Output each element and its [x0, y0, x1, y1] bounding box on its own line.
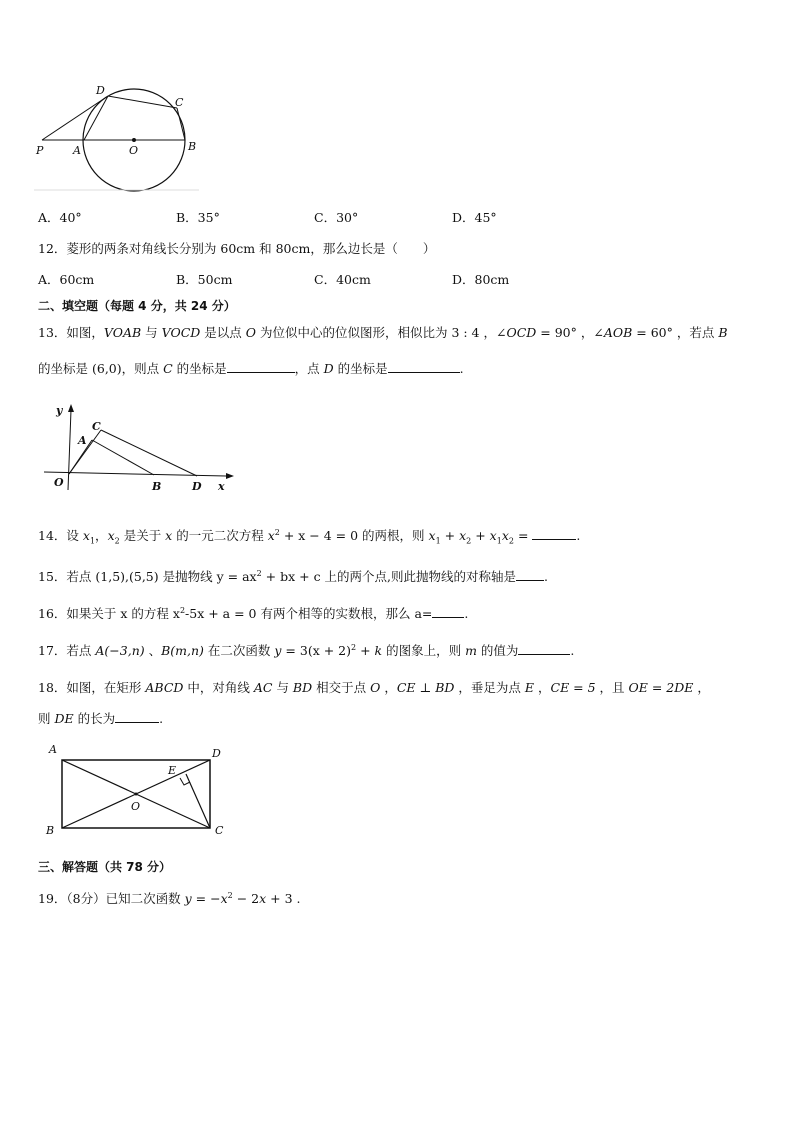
q13-y-axis — [68, 410, 71, 490]
q18-answer-blank[interactable] — [115, 710, 159, 723]
q18-label-a: A — [49, 743, 57, 756]
q11-option-c: C．30° — [314, 210, 359, 225]
q17-answer-blank[interactable] — [518, 642, 570, 655]
q15-answer-blank[interactable] — [516, 568, 544, 581]
q13-label-b: B — [152, 480, 162, 493]
q18-line-1: 18．如图，在矩形 ABCD 中，对角线 AC 与 BD 相交于点 O ，CE ⊥ BD ，垂足为点 E ，CE = 5 ，且 OE = 2DE ， — [38, 680, 710, 695]
q14-answer-blank[interactable] — [532, 527, 576, 540]
q18-line-2: 则 DE 的长为 . — [38, 711, 164, 726]
q13-label-y: y — [56, 404, 63, 417]
q18-figure — [40, 740, 240, 842]
q13-y-axis-arrow — [68, 404, 74, 412]
q18-label-e: E — [168, 764, 177, 777]
q13-segment-ab — [92, 440, 154, 475]
q12-stem: 12．菱形的两条对角线长分别为 60cm 和 80cm，那么边长是（ ） — [38, 241, 436, 256]
q17-line: 17．若点 A(−3,n) 、B(m,n) 在二次函数 $y = 3(x + 2)^2 + k$ 的图象上，则 m 的值为 . — [38, 642, 575, 658]
q13-answer-blank-d[interactable] — [388, 360, 460, 373]
q11-label-b: B — [188, 140, 197, 153]
q13-label-c: C — [92, 420, 101, 433]
q11-label-c: C — [175, 96, 184, 109]
q18-label-d: D — [212, 747, 221, 760]
q12-option-b: B．50cm — [176, 272, 233, 287]
q16-line: 16．如果关于 x 的方程 $x^2-5x + a = 0$ 有两个相等的实数根，那么 a= . — [38, 605, 469, 621]
q13-figure — [40, 402, 236, 494]
q12-option-c: C．40cm — [314, 272, 371, 287]
q14-line: 14．设 $x_1$，$x_2$ 是关于 x 的一元二次方程 $x^2 + x - 4 = 0$ 的两根，则 $x_1 + x_2 + x_1x_2$ = . — [38, 527, 581, 546]
q11-label-p: P — [36, 144, 44, 157]
q11-label-d: D — [96, 84, 105, 97]
section-2-heading: 二、填空题（每题 4 分，共 24 分） — [38, 299, 236, 313]
q13-answer-blank-c[interactable] — [227, 360, 295, 373]
q16-answer-blank[interactable] — [432, 605, 464, 618]
q19-line: 19．（8分）已知二次函数 $y = -x^2 - 2x + 3$ . — [38, 890, 301, 906]
section-3-heading: 三、解答题（共 78 分） — [38, 860, 172, 874]
q13-label-x: x — [218, 480, 225, 493]
q13-line-1: 13．如图，VOAB 与 VOCD 是以点 O 为位似中心的位似图形，相似比为 3 : 4 ，∠OCD = 90° ，∠AOB = 60° ，若点 B — [38, 325, 728, 340]
q13-label-a: A — [78, 434, 87, 447]
q18-label-o: O — [131, 800, 141, 813]
q11-chord-dc — [108, 96, 177, 108]
q15-line: 15．若点 (1,5),(5,5) 是抛物线 $y = ax^2$ + bx + c 上的两个点,则此抛物线的对称轴是 . — [38, 568, 549, 584]
q12-option-a: A．60cm — [38, 272, 95, 287]
q13-x-axis — [44, 472, 226, 476]
q11-option-b: B．35° — [176, 210, 220, 225]
q18-point-o — [135, 793, 138, 796]
q13-label-d: D — [192, 480, 202, 493]
q11-label-a: A — [73, 144, 81, 157]
q11-line-pd — [42, 96, 108, 140]
q18-label-b: B — [46, 824, 55, 837]
q11-center-point — [132, 138, 136, 142]
q11-option-a: A．40° — [38, 210, 82, 225]
q11-chord-cb — [177, 108, 185, 140]
q18-label-c: C — [215, 824, 224, 837]
q13-x-axis-arrow — [226, 473, 234, 479]
q13-line-2: 的坐标是 (6,0)，则点 C 的坐标是 ，点 D 的坐标是 . — [38, 361, 464, 376]
q11-figure — [34, 84, 204, 192]
q11-option-d: D．45° — [452, 210, 497, 225]
q12-option-d: D．80cm — [452, 272, 510, 287]
q11-label-o: O — [129, 144, 139, 157]
q13-label-o: O — [54, 476, 64, 489]
